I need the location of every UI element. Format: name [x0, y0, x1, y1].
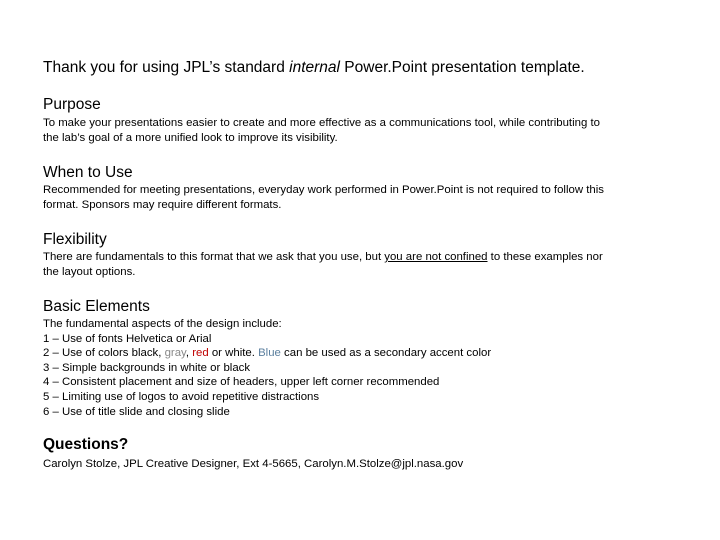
item-2-part-4: can be used as a secondary accent color: [280, 347, 492, 360]
item-2-part-3: or white.: [208, 347, 259, 360]
basic-elements-heading: Basic Elements: [43, 298, 150, 315]
color-word-blue: Blue: [258, 347, 281, 360]
basic-elements-item-4: 4 – Consistent placement and size of headers, upper left corner recommended: [43, 376, 440, 389]
item-2-part-2: ,: [185, 347, 193, 360]
basic-elements-item-2: [43, 346, 643, 361]
flexibility-line-1: [43, 250, 643, 265]
questions-heading: Questions?: [43, 436, 129, 453]
basic-elements-item-1: 1 – Use of fonts Helvetica or Arial: [43, 332, 212, 345]
color-word-red: red: [192, 347, 209, 360]
flexibility-heading: Flexibility: [43, 231, 107, 248]
basic-elements-item-5: 5 – Limiting use of logos to avoid repetitive distractions: [43, 390, 320, 403]
when-to-use-heading: When to Use: [43, 164, 133, 181]
basic-elements-item-3: 3 – Simple backgrounds in white or black: [43, 361, 251, 374]
questions-contact: Carolyn Stolze, JPL Creative Designer, Ext 4-5665, Carolyn.M.Stolze@jpl.nasa.gov: [43, 458, 464, 470]
intro-suffix: Power.Point presentation template.: [339, 59, 585, 76]
when-to-use-line-2: format. Sponsors may require different formats.: [43, 198, 282, 211]
basic-elements-item-6: 6 – Use of title slide and closing slide: [43, 405, 230, 418]
flexibility-body: [43, 250, 643, 279]
not-confined-emphasis: you are not confined: [384, 251, 488, 263]
flexibility-line-1-suffix: to these examples nor: [487, 251, 603, 263]
flexibility-line-1-prefix: There are fundamentals to this format that we ask that you use, but: [43, 251, 385, 263]
basic-elements-body: [43, 317, 643, 419]
basic-elements-intro: The fundamental aspects of the design include:: [43, 318, 282, 330]
when-to-use-line-1: Recommended for meeting presentations, everyday work performed in Power.Point is not required to follow this: [43, 184, 604, 196]
intro-text: [43, 58, 683, 78]
purpose-heading: Purpose: [43, 96, 101, 113]
color-word-gray: gray: [164, 347, 186, 360]
when-to-use-body: [43, 183, 643, 212]
intro-prefix: Thank you for using JPL’s standard: [43, 59, 290, 76]
flexibility-line-2: the layout options.: [43, 265, 136, 278]
purpose-line-2: the lab’s goal of a more unified look to improve its visibility.: [43, 131, 338, 144]
intro-emphasis: internal: [289, 59, 340, 76]
item-2-part-1: 2 – Use of colors black,: [43, 347, 165, 360]
purpose-line-1: To make your presentations easier to create and more effective as a communications tool, while contributing to: [43, 117, 600, 129]
questions-body: [43, 457, 643, 472]
purpose-body: [43, 116, 643, 145]
